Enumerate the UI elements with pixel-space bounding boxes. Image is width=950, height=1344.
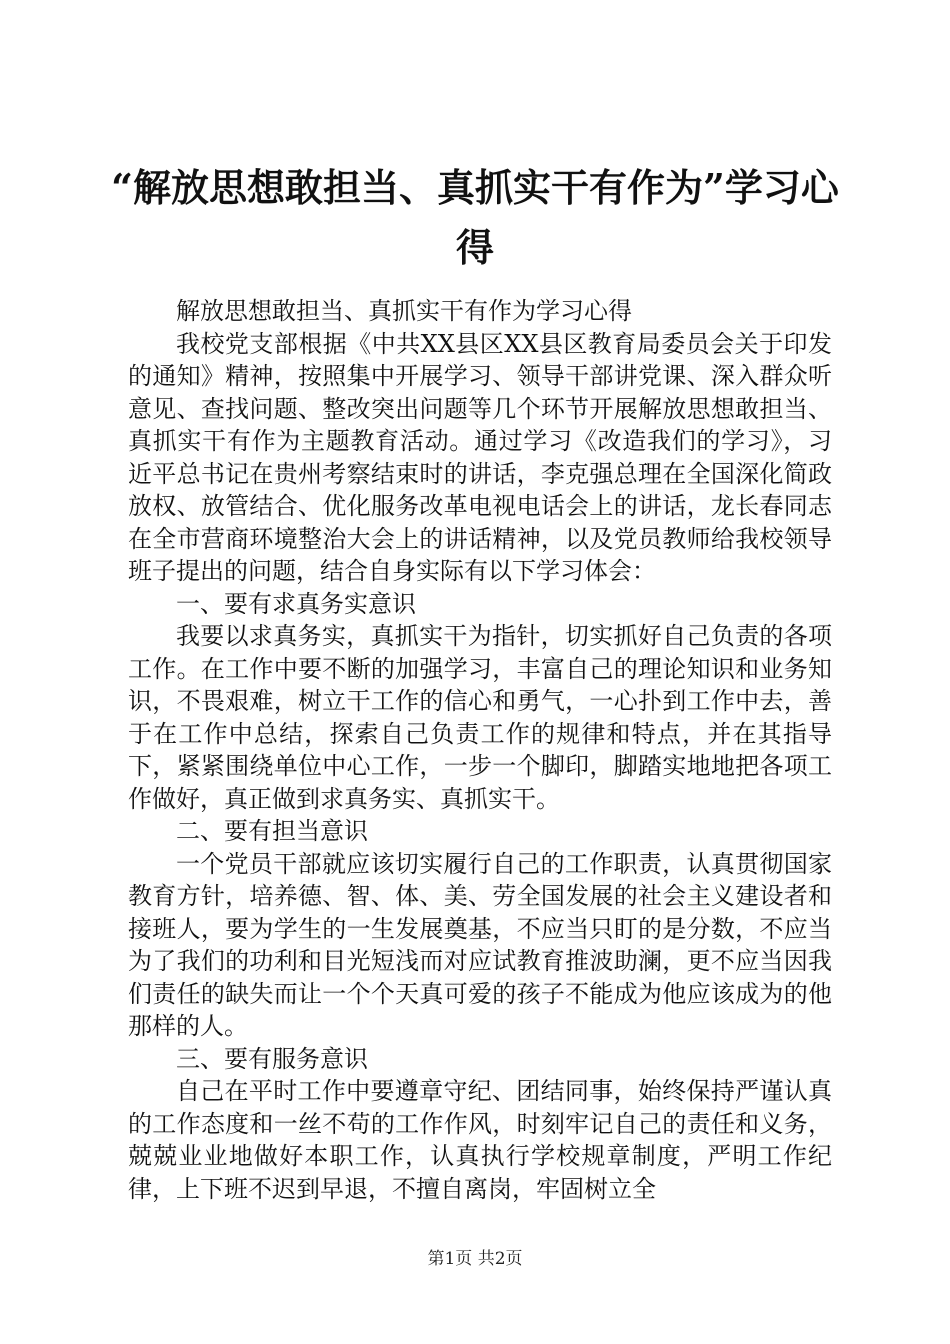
section-heading-3: 三、要有服务意识 [176,1044,368,1073]
paragraph-section-1: 我要以求真务实，真抓实干为指针，切实抓好自己负责的各项工作。在工作中要不断的加强学习，丰富自己的理论知识和业务知识，不畏艰难，树立干工作的信心和勇气，一心扑到工作中去，善于在工作中总结，探索自己负责工作的规律和特点，并在其指导下，紧紧围绕单位中心工作，一步一个脚印，脚踏实地地把各项工作做好，真正做到求真务实、真抓实干。 [128,622,832,813]
document-title: “解放思想敢担当、真抓实干有作为”学习心得 [111,165,839,270]
paragraph-subtitle: 解放思想敢担当、真抓实干有作为学习心得 [176,297,632,325]
paragraph-section-2: 一个党员干部就应该切实履行自己的工作职责，认真贯彻国家教育方针，培养德、智、体、美、劳全国发展的社会主义建设者和接班人，要为学生的一生发展奠基，不应当只盯的是分数，不应当为了我们的功利和目光短浅而对应试教育推波助澜，更不应当因我们责任的缺失而让一个个天真可爱的孩子不能成为他应该成为的他那样的人。 [128,849,832,1040]
section-heading-1: 一、要有求真务实意识 [176,589,416,618]
paragraph-intro: 我校党支部根据《中共XX县区XX县区教育局委员会关于印发的通知》精神，按照集中开展学习、领导干部讲党课、深入群众听意见、查找问题、整改突出问题等几个环节开展解放思想敢担当、真抓实干有作为主题教育活动。通过学习《改造我们的学习》，习近平总书记在贵州考察结束时的讲话，李克强总理在全国深化简政放权、放管结合、优化服务改革电视电话会上的讲话，龙长春同志在全市营商环境整治大会上的讲话精神，以及党员教师给我校领导班子提出的问题，结合自身实际有以下学习体会： [128,329,832,585]
section-heading-2: 二、要有担当意识 [176,817,368,845]
page-footer: 第1页 共2页 [427,1249,523,1269]
document-body [128,295,832,1205]
paragraph-section-3: 自己在平时工作中要遵章守纪、团结同事，始终保持严谨认真的工作态度和一丝不苟的工作作风，时刻牢记自己的责任和义务，兢兢业业地做好本职工作，认真执行学校规章制度，严明工作纪律，上下班不迟到早退，不擅自离岗，牢固树立全 [128,1077,832,1203]
